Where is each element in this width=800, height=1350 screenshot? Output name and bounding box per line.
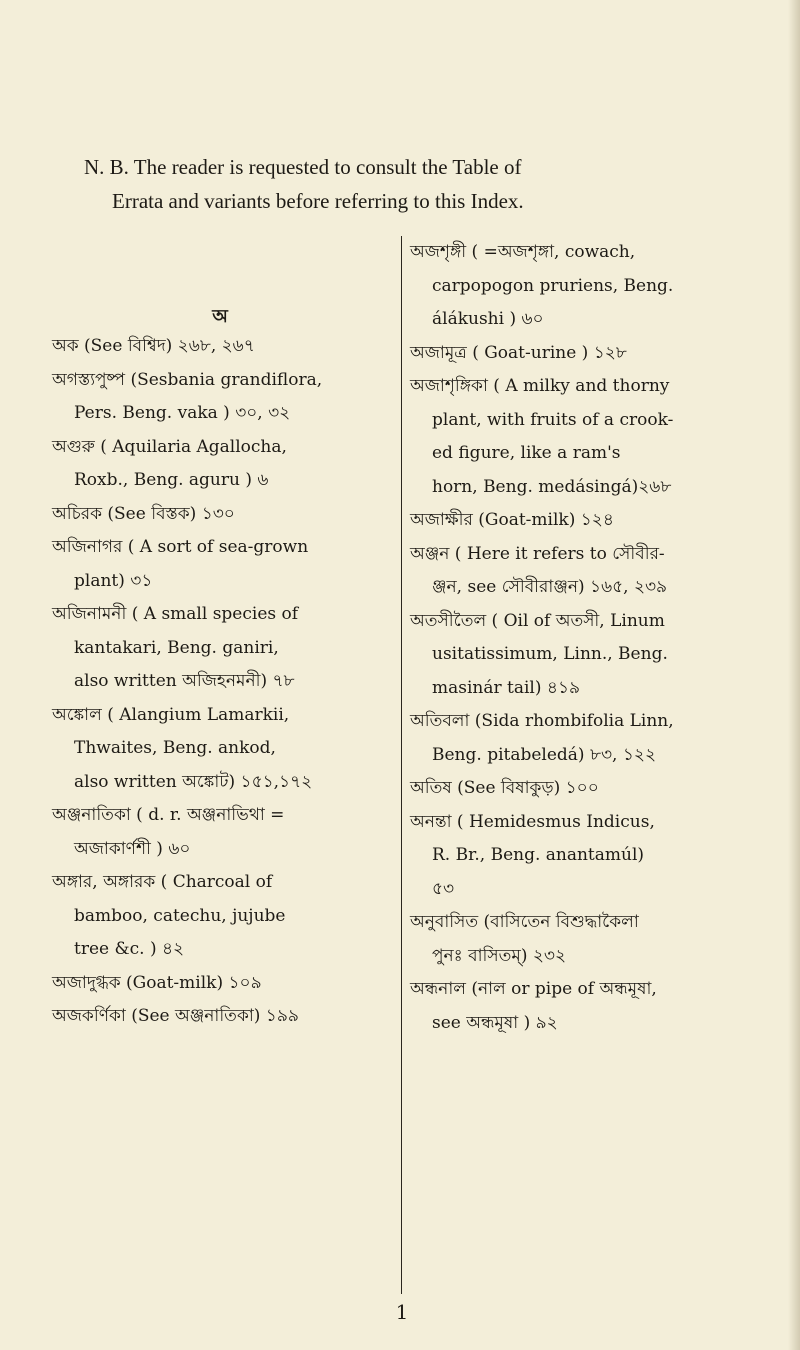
- entry-headword-line: অনুবাসিত (বাসিতেন বিশুদ্ধাকৈলা: [410, 912, 639, 932]
- entry-headword-line: অজাক্ষীর (Goat-milk) ১২৪: [410, 510, 614, 530]
- index-entry: [52, 498, 388, 532]
- entry-continuation-line: bamboo, catechu, jujube: [74, 905, 286, 926]
- entry-continuation-line: ৫৩: [432, 878, 455, 899]
- page-number: 1: [395, 1300, 409, 1324]
- entry-headword-line: অজকর্ণিকা (See অঞ্জনাতিকা) ১৯৯: [52, 1006, 299, 1026]
- index-entry: [410, 236, 760, 337]
- entry-headword-line: অজাদুগ্ধক (Goat-milk) ১০৯: [52, 972, 262, 993]
- index-entry: [52, 531, 388, 598]
- entry-continuation-line: see অন্ধমূষা ) ৯২: [432, 1012, 558, 1033]
- reader-note-line-1: N. B. The reader is requested to consult the Table of: [84, 155, 522, 179]
- entry-continuation-line: carpopogon pruriens, Beng.: [432, 275, 674, 296]
- entry-continuation-line: plant) ৩১: [74, 570, 153, 591]
- entry-continuation-line: পুনঃ বাসিতম্) ২৩২: [432, 945, 567, 966]
- entry-continuation-line: masinár tail) ৪১৯: [432, 677, 581, 698]
- left-entry-list: [52, 330, 388, 1034]
- index-entry: [410, 806, 760, 907]
- index-entry: [52, 866, 388, 967]
- index-entry: [52, 967, 388, 1001]
- entry-headword-line: অন্ধনাল (নাল or pipe of অন্ধমূষা,: [410, 979, 657, 999]
- entry-headword-line: অতসীতৈল ( Oil of অতসী, Linum: [410, 610, 665, 631]
- column-divider: [401, 236, 402, 1294]
- entry-continuation-line: R. Br., Beng. anantamúl): [432, 845, 645, 865]
- section-letter: অ: [212, 306, 228, 327]
- entry-continuation-line: Roxb., Beng. aguru ) ৬: [74, 470, 269, 490]
- index-entry: [52, 598, 388, 699]
- right-entry-list: [410, 236, 760, 1040]
- entry-headword-line: অচিরক (See বিস্তক) ১৩০: [52, 503, 235, 524]
- entry-continuation-line: ed figure, like a ram's: [432, 443, 621, 463]
- page-edge-shadow: [788, 0, 800, 1350]
- entry-headword-line: অজিনামনী ( A small species of: [52, 604, 299, 624]
- entry-headword-line: অঙ্কোল ( Alangium Lamarkii,: [52, 704, 290, 725]
- index-entry: [410, 906, 760, 973]
- entry-continuation-line: Beng. pitabeledá) ৮৩, ১২২: [432, 744, 657, 765]
- entry-continuation-line: অজাকার্ণশী ) ৬০: [74, 838, 191, 859]
- index-entry: [52, 1000, 388, 1034]
- index-entry: [52, 799, 388, 866]
- entry-continuation-line: plant, with fruits of a crook-: [432, 409, 674, 430]
- entry-headword-line: অজামূত্র ( Goat-urine ) ১২৮: [410, 342, 627, 363]
- entry-headword-line: অতিষ (See বিষাকুড়) ১০০: [410, 778, 599, 798]
- index-entry: [52, 699, 388, 800]
- entry-continuation-line: horn, Beng. medásingá)২৬৮: [432, 476, 672, 497]
- entry-continuation-line: also written অজিহনমনী) ৭৮: [74, 671, 295, 691]
- entry-continuation-line: also written অঙ্কোট) ১৫১,১৭২: [74, 771, 313, 792]
- index-entry: [52, 330, 388, 364]
- entry-headword-line: অনন্তা ( Hemidesmus Indicus,: [410, 811, 655, 832]
- entry-continuation-line: usitatissimum, Linn., Beng.: [432, 644, 668, 664]
- entry-headword-line: অঞ্জনাতিকা ( d. r. অঞ্জনাভিথা =: [52, 805, 285, 825]
- index-entry: [410, 705, 760, 772]
- entry-headword-line: অজিনাগর ( A sort of sea-grown: [52, 537, 309, 557]
- entry-continuation-line: álákushi ) ৬০: [432, 309, 544, 329]
- entry-continuation-line: tree &c. ) ৪২: [74, 939, 185, 959]
- entry-headword-line: অঞ্জন ( Here it refers to সৌবীর-: [410, 543, 665, 564]
- entry-continuation-line: Pers. Beng. vaka ) ৩০, ৩২: [74, 403, 291, 423]
- entry-continuation-line: kantakari, Beng. ganiri,: [74, 637, 279, 658]
- index-entry: [52, 431, 388, 498]
- index-entry: [410, 973, 760, 1040]
- entry-headword-line: অঙ্গার, অঙ্গারক ( Charcoal of: [52, 872, 273, 892]
- entry-headword-line: অতিবলা (Sida rhombifolia Linn,: [410, 711, 674, 731]
- index-entry: [410, 370, 760, 504]
- index-entry: [52, 364, 388, 431]
- index-entry: [410, 538, 760, 605]
- entry-headword-line: অগস্ত্যপুষ্প (Sesbania grandiflora,: [52, 369, 323, 390]
- entry-continuation-line: Thwaites, Beng. ankod,: [74, 738, 276, 758]
- entry-headword-line: অজাশৃঙ্গিকা ( A milky and thorny: [410, 376, 670, 396]
- index-entry: [410, 605, 760, 706]
- index-entry: [410, 504, 760, 538]
- index-entry: [410, 337, 760, 371]
- entry-continuation-line: ঞ্জন, see সৌবীরাঞ্জন) ১৬৫, ২৩৯: [432, 577, 668, 597]
- entry-headword-line: অক (See বিশ্বিদ) ২৬৮, ২৬৭: [52, 336, 255, 356]
- entry-headword-line: অগুরু ( Aquilaria Agallocha,: [52, 436, 287, 457]
- reader-note: [84, 150, 724, 218]
- reader-note-line-2: Errata and variants before referring to this Index.: [112, 189, 524, 213]
- entry-headword-line: অজশৃঙ্গী ( =অজশৃঙ্গা, cowach,: [410, 242, 636, 262]
- index-entry: [410, 772, 760, 806]
